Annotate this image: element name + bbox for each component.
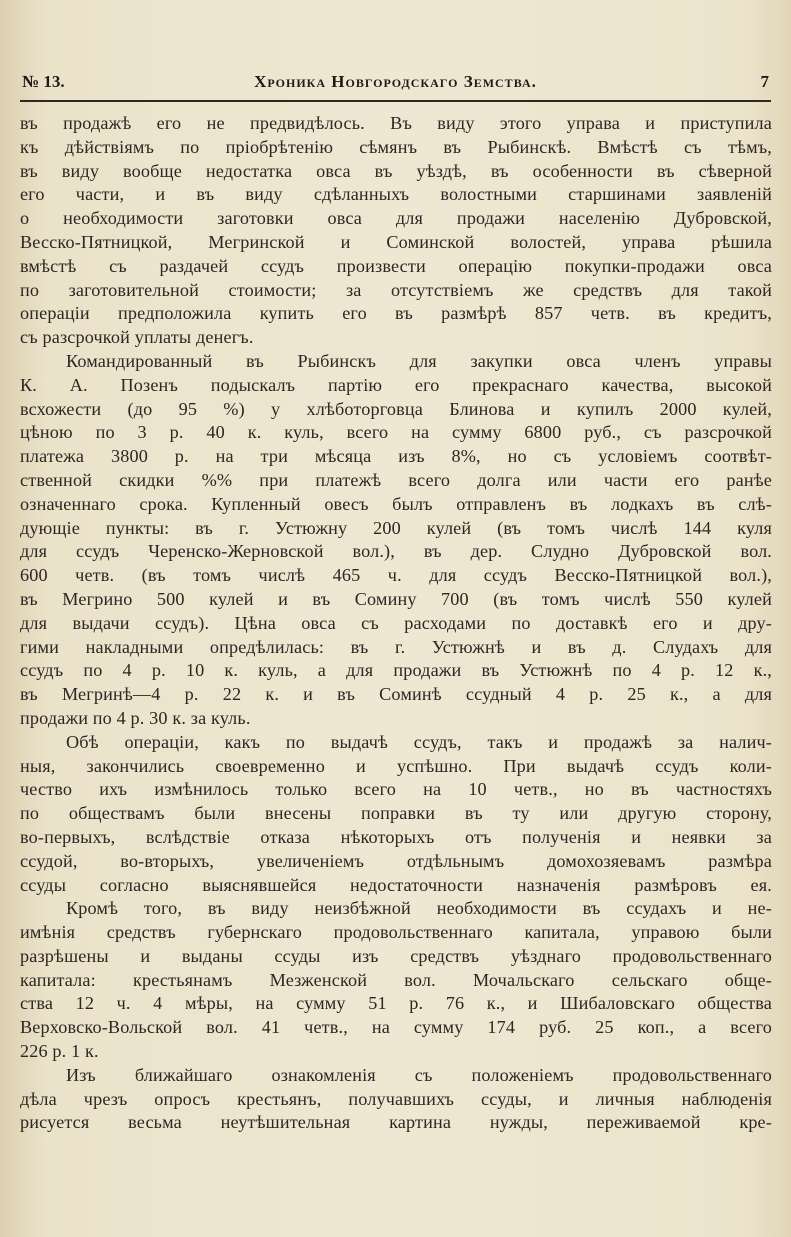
- text-line: Верховско-Вольской вол. 41 четв., на сумму 174 руб. 25 коп., а всего: [20, 1017, 772, 1038]
- text-line: всхожести (до 95 %) у хлѣботорговца Блинова и купилъ 2000 кулей,: [20, 398, 772, 419]
- text-line: Обѣ операцiи, какъ по выдачѣ ссудъ, такъ и продажѣ за налич-: [66, 731, 772, 752]
- text-line: его части, и въ виду сдѣланныхъ волостными старшинами заявленiй: [20, 184, 772, 205]
- text-line: къ дѣйствiямъ по прiобрѣтенiю сѣмянъ въ Рыбинскѣ. Вмѣстѣ съ тѣмъ,: [20, 136, 772, 157]
- text-line: чество ихъ измѣнилось только всего на 10 четв., но въ частностяхъ: [20, 779, 772, 800]
- text-line: во-первыхъ, вслѣдствiе отказа нѣкоторыхъ отъ полученiя и неявки за: [20, 826, 772, 847]
- text-line: платежа 3800 р. на три мѣсяца изъ 8%, но съ условiемъ соотвѣт-: [20, 446, 772, 467]
- text-line: въ Мегринѣ—4 р. 22 к. и въ Соминѣ ссудный 4 р. 25 к., а для: [20, 684, 772, 705]
- text-line: цѣною по 3 р. 40 к. куль, всего на сумму 6800 руб., съ разсрочкой: [20, 422, 772, 443]
- text-line: означеннаго срока. Купленный овесъ былъ отправленъ въ лодкахъ въ слѣ-: [20, 493, 772, 514]
- text-line: для ссудъ Черенско-Жерновской вол.), въ дер. Слудно Дубровской вол.: [20, 541, 772, 562]
- text-line: ства 12 ч. 4 мѣры, на сумму 51 р. 76 к., и Шибаловскаго общества: [20, 993, 772, 1014]
- text-line: по заготовительной стоимости; за отсутствiемъ же средствъ для такой: [20, 279, 772, 300]
- text-line: Изъ ближайшаго ознакомленiя съ положенiемъ продовольственнаго: [66, 1064, 772, 1085]
- text-line: продажи по 4 р. 30 к. за куль.: [20, 707, 251, 728]
- text-line: въ продажѣ его не предвидѣлось. Въ виду этого управа и приступила: [20, 113, 772, 133]
- text-line: капитала: крестьянамъ Мезженской вол. Мочальскаго сельскаго обще-: [20, 969, 772, 990]
- text-line: для выдачи ссудъ). Цѣна овса съ расходами по доставкѣ его и дру-: [20, 612, 772, 633]
- text-line: о необходимости заготовки овса для продажи населенiю Дубровской,: [20, 208, 772, 229]
- text-line: Весско-Пятницкой, Мегринской и Соминской волостей, управа рѣшила: [20, 231, 772, 252]
- text-line: въ виду вообще недостатка овса въ уѣздѣ, въ особенности въ сѣверной: [20, 160, 772, 181]
- text-line: ственной скидки %% при платежѣ всего долга или части его ранѣе: [20, 469, 772, 490]
- text-line: Кромѣ того, въ виду неизбѣжной необходимости въ ссудахъ и не-: [66, 898, 772, 919]
- text-line: К. А. Позенъ подыскалъ партiю его прекраснаго качества, высокой: [20, 374, 772, 395]
- running-header: [22, 72, 769, 98]
- text-line: съ разсрочкой уплаты денегъ.: [20, 327, 254, 348]
- text-line: ныя, закончились своевременно и успѣшно. При выдачѣ ссудъ коли-: [20, 755, 772, 776]
- issue-number: № 13.: [22, 72, 65, 91]
- text-line: дѣла чрезъ опросъ крестьянъ, получавшихъ ссуды, и личныя наблюденiя: [20, 1088, 772, 1109]
- body-text: [20, 112, 772, 1135]
- text-line: дующiе пункты: въ г. Устюжну 200 кулей (въ томъ числѣ 144 куля: [20, 517, 772, 538]
- text-line: 600 четв. (въ томъ числѣ 465 ч. для ссудъ Весско-Пятницкой вол.),: [20, 565, 772, 586]
- text-line: 226 р. 1 к.: [20, 1041, 99, 1062]
- text-line: вмѣстѣ съ раздачей ссудъ произвести операцiю покупки-продажи овса: [20, 255, 772, 276]
- text-line: въ Мегрино 500 кулей и въ Сомину 700 (въ томъ числѣ 550 кулей: [20, 588, 772, 609]
- text-line: ссудой, во-вторыхъ, увеличенiемъ отдѣльнымъ домохозяевамъ размѣра: [20, 850, 772, 871]
- text-line: разрѣшены и выданы ссуды изъ средствъ уѣзднаго продовольственнаго: [20, 945, 772, 966]
- text-line: ссудъ по 4 р. 10 к. куль, а для продажи въ Устюжнѣ по 4 р. 12 к.,: [20, 660, 772, 681]
- page-number: 7: [760, 72, 769, 91]
- text-line: имѣнiя средствъ губернскаго продовольственнаго капитала, управою были: [20, 922, 772, 943]
- text-line: ссуды согласно выяснявшейся недостаточности назначенiя размѣровъ ея.: [20, 874, 772, 895]
- text-line: операцiи предположила купить его въ размѣрѣ 857 четв. въ кредитъ,: [20, 303, 772, 324]
- text-line: по обществамъ были внесены поправки въ ту или другую сторону,: [20, 803, 772, 824]
- text-line: Командированный въ Рыбинскъ для закупки овса членъ управы: [66, 350, 772, 371]
- text-line: гими накладными опредѣлилась: въ г. Устюжнѣ и въ д. Слудахъ для: [20, 636, 772, 657]
- text-line: рисуется весьма неутѣшительная картина нужды, переживаемой кре-: [20, 1112, 772, 1133]
- journal-title: Хроника Новгородскаго Земства.: [254, 72, 537, 91]
- header-rule: [20, 100, 771, 102]
